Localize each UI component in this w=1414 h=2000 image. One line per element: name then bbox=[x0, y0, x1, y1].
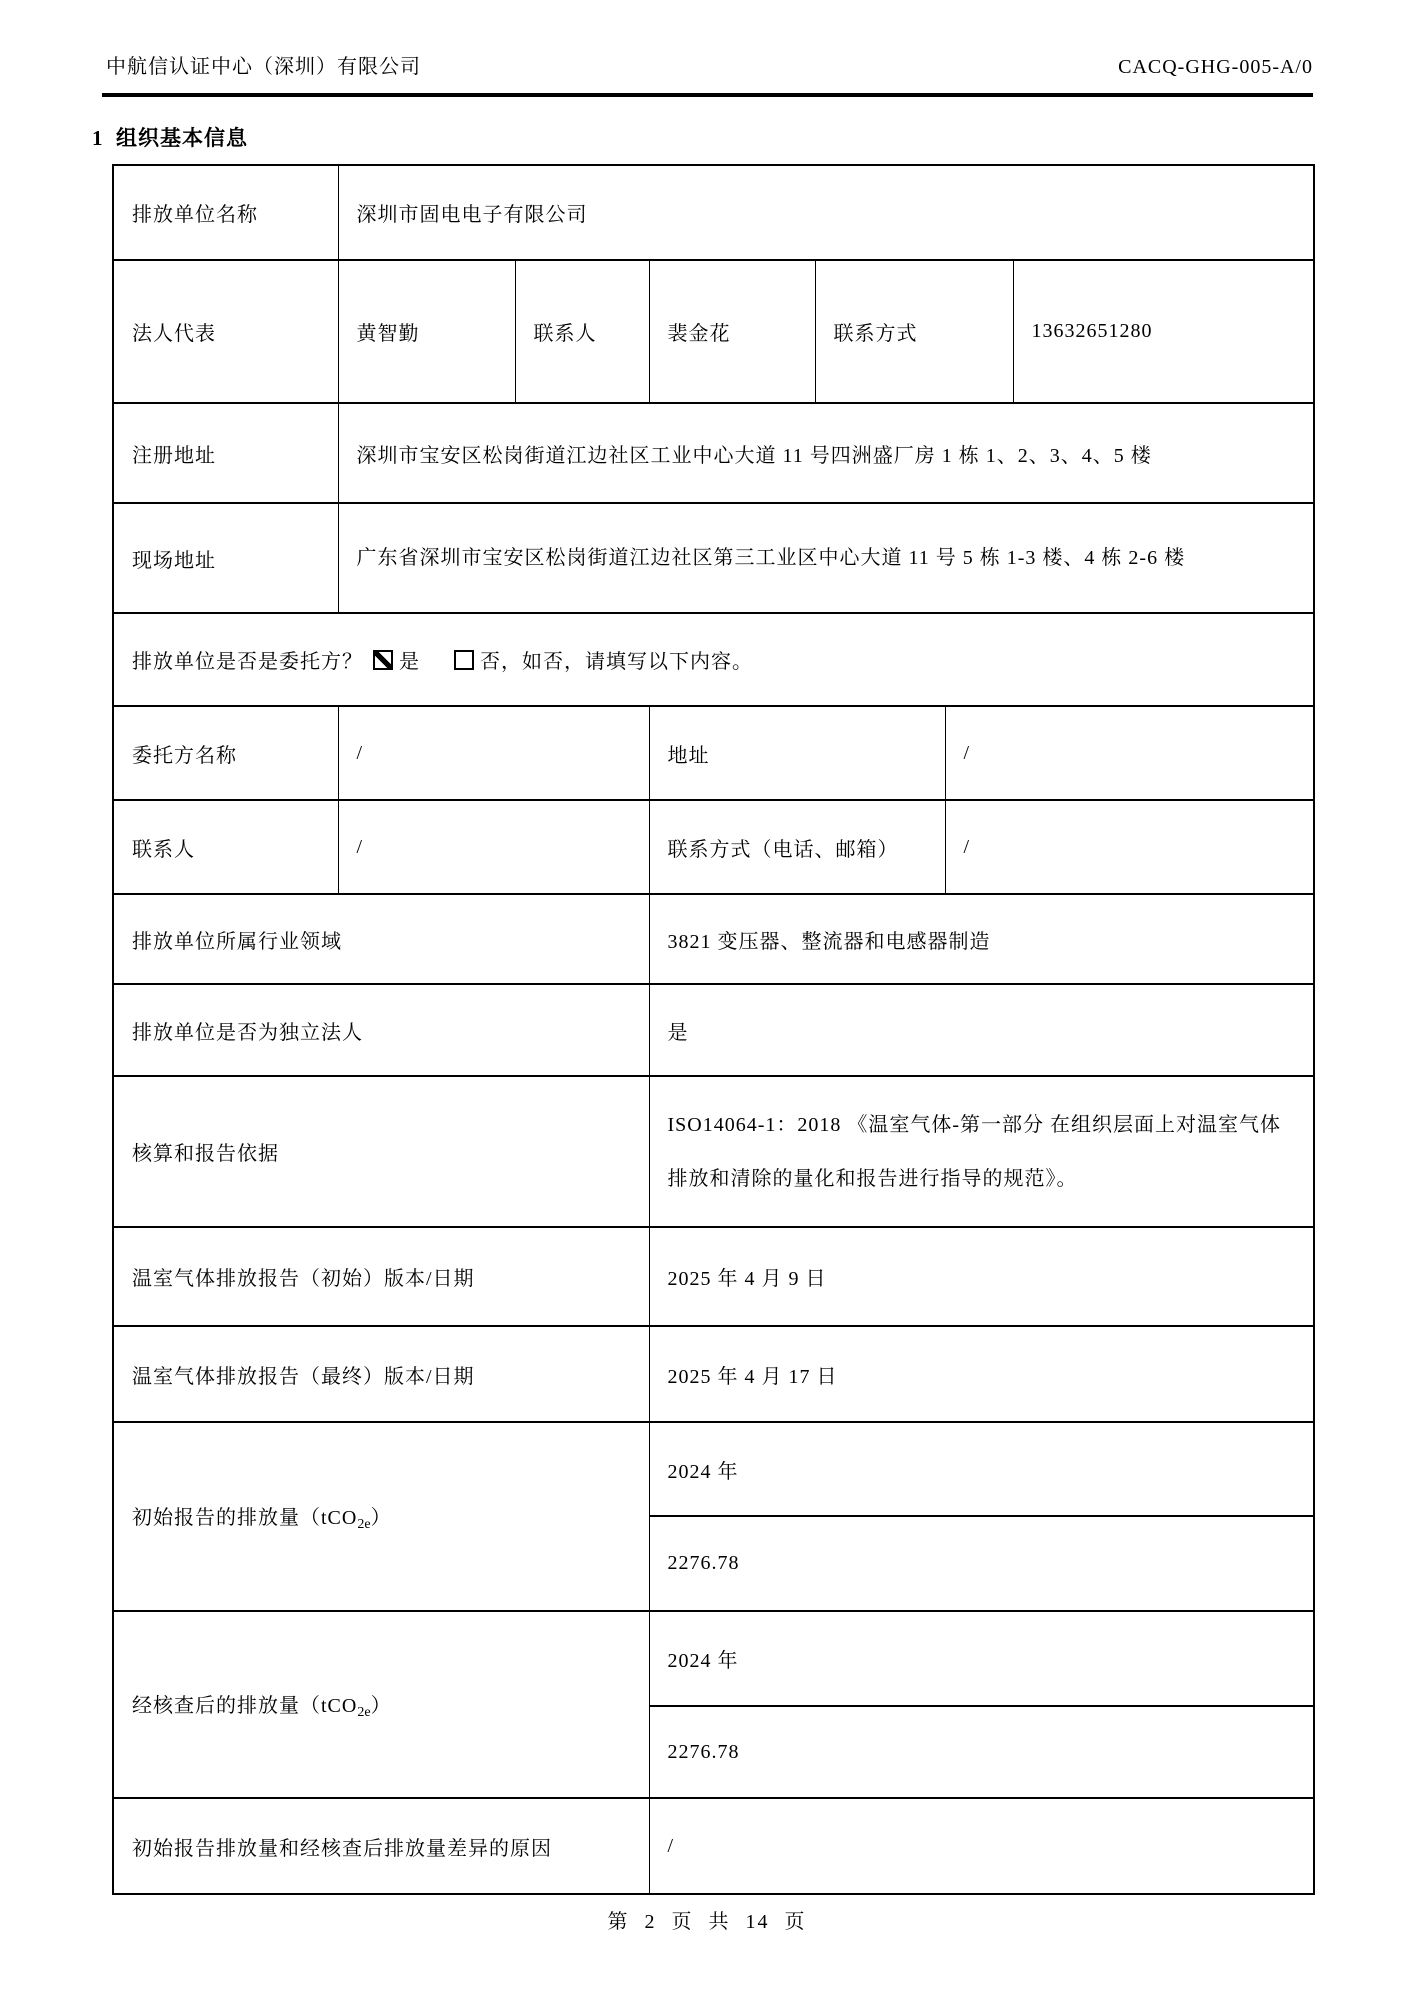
basis-label: 核算和报告依据 bbox=[113, 1076, 649, 1227]
difference-reason-label: 初始报告排放量和经核查后排放量差异的原因 bbox=[113, 1798, 649, 1894]
header-company: 中航信认证中心（深圳）有限公司 bbox=[106, 56, 421, 78]
no-checkbox bbox=[454, 650, 474, 670]
unit-name-value: 深圳市固电电子有限公司 bbox=[338, 165, 1314, 260]
contact-value: 裴金花 bbox=[649, 260, 815, 403]
no-label: 否 bbox=[480, 651, 501, 673]
initial-emission-year: 2024 年 bbox=[649, 1422, 1314, 1516]
unit-name-label: 排放单位名称 bbox=[113, 165, 338, 260]
final-report-value: 2025 年 4 月 17 日 bbox=[649, 1326, 1314, 1422]
table-row bbox=[113, 1611, 1314, 1706]
consignor-name-value: / bbox=[338, 706, 649, 800]
consignor-contact-label: 联系人 bbox=[113, 800, 338, 894]
page-footer: 第 2 页 共 14 页 bbox=[607, 1911, 807, 1933]
yes-label: 是 bbox=[399, 651, 420, 673]
contact-label: 联系人 bbox=[515, 260, 649, 403]
table-row bbox=[113, 1326, 1314, 1422]
consignor-question-text: 排放单位是否是委托方？ bbox=[132, 651, 363, 673]
consignor-contact-value: / bbox=[338, 800, 649, 894]
header-rule bbox=[102, 93, 1313, 97]
table-row bbox=[113, 165, 1314, 260]
contact-method-value: 13632651280 bbox=[1013, 260, 1314, 403]
final-report-label: 温室气体排放报告（最终）版本/日期 bbox=[113, 1326, 649, 1422]
independent-legal-label: 排放单位是否为独立法人 bbox=[113, 984, 649, 1076]
org-info-table bbox=[112, 164, 1315, 1895]
verified-emission-value: 2276.78 bbox=[649, 1706, 1314, 1798]
consignor-question-cell bbox=[113, 613, 1314, 706]
consignor-name-label: 委托方名称 bbox=[113, 706, 338, 800]
table-row bbox=[113, 1227, 1314, 1326]
consignor-contact-method-label: 联系方式（电话、邮箱） bbox=[649, 800, 945, 894]
consignor-address-value: / bbox=[945, 706, 1314, 800]
table-row bbox=[113, 1422, 1314, 1516]
initial-emission-label bbox=[113, 1422, 649, 1611]
table-row bbox=[113, 800, 1314, 894]
verified-emission-label-text: 经核查后的排放量（tCO bbox=[132, 1694, 358, 1717]
table-row bbox=[113, 706, 1314, 800]
verified-emission-label bbox=[113, 1611, 649, 1798]
consignor-contact-method-value: / bbox=[945, 800, 1314, 894]
table-row bbox=[113, 260, 1314, 403]
header-doc-code: CACQ-GHG-005-A/0 bbox=[1118, 56, 1313, 78]
site-address-label: 现场地址 bbox=[113, 503, 338, 613]
table-row bbox=[113, 894, 1314, 984]
page-header bbox=[0, 0, 1414, 80]
table-row bbox=[113, 503, 1314, 613]
industry-label: 排放单位所属行业领域 bbox=[113, 894, 649, 984]
legal-rep-label: 法人代表 bbox=[113, 260, 338, 403]
yes-checkbox bbox=[373, 650, 393, 670]
initial-report-value: 2025 年 4 月 9 日 bbox=[649, 1227, 1314, 1326]
table-row bbox=[113, 403, 1314, 503]
legal-rep-value: 黄智勤 bbox=[338, 260, 515, 403]
reg-address-value: 深圳市宝安区松岗街道江边社区工业中心大道 11 号四洲盛厂房 1 栋 1、2、3、4、5 楼 bbox=[338, 403, 1314, 503]
table-row bbox=[113, 613, 1314, 706]
initial-emission-label-sub: 2e bbox=[357, 1516, 371, 1532]
initial-emission-value: 2276.78 bbox=[649, 1516, 1314, 1611]
basis-value: ISO14064-1：2018 《温室气体-第一部分 在组织层面上对温室气体排放和清除的量化和报告进行指导的规范》。 bbox=[649, 1076, 1314, 1227]
initial-emission-label-text: 初始报告的排放量（tCO bbox=[132, 1506, 358, 1529]
initial-emission-label-suffix: ） bbox=[370, 1506, 392, 1529]
independent-legal-value: 是 bbox=[649, 984, 1314, 1076]
site-address-value: 广东省深圳市宝安区松岗街道江边社区第三工业区中心大道 11 号 5 栋 1-3 楼、4 栋 2-6 楼 bbox=[338, 503, 1314, 613]
verified-emission-label-sub: 2e bbox=[357, 1704, 371, 1720]
reg-address-label: 注册地址 bbox=[113, 403, 338, 503]
contact-method-label: 联系方式 bbox=[815, 260, 1013, 403]
initial-report-label: 温室气体排放报告（初始）版本/日期 bbox=[113, 1227, 649, 1326]
table-row bbox=[113, 1798, 1314, 1894]
table-row bbox=[113, 1076, 1314, 1227]
consignor-question-suffix: ，如否，请填写以下内容。 bbox=[501, 651, 753, 673]
industry-value: 3821 变压器、整流器和电感器制造 bbox=[649, 894, 1314, 984]
difference-reason-value: / bbox=[649, 1798, 1314, 1894]
verified-emission-label-suffix: ） bbox=[370, 1694, 392, 1717]
table-row bbox=[113, 984, 1314, 1076]
verified-emission-year: 2024 年 bbox=[649, 1611, 1314, 1706]
consignor-address-label: 地址 bbox=[649, 706, 945, 800]
section-title: 1 组织基本信息 bbox=[92, 126, 248, 150]
